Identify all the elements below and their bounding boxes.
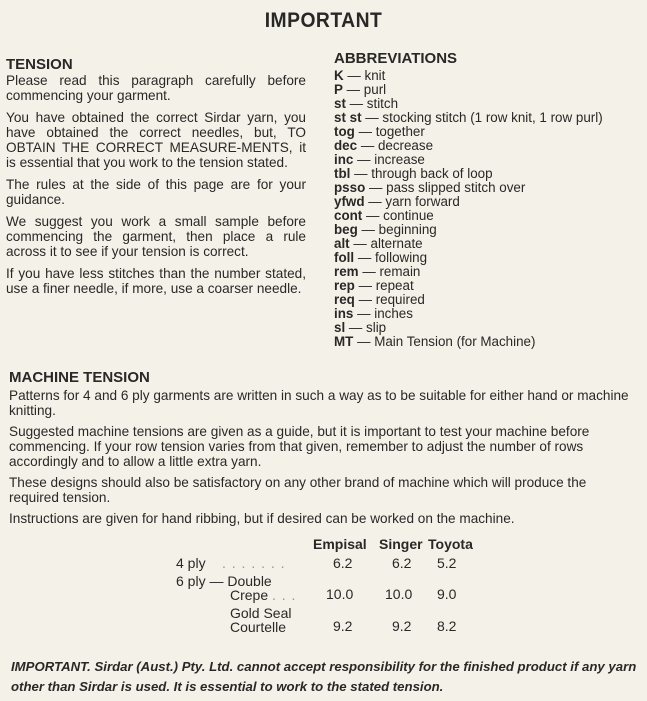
abbreviation-item <box>334 321 644 335</box>
abbreviation-item <box>334 251 644 265</box>
tension-paragraph: Please read this paragraph carefully before commencing your garment. <box>6 73 306 103</box>
table-cell: 9.0 <box>437 586 457 602</box>
machine-tension-heading: MACHINE TENSION <box>9 369 150 386</box>
abbreviation-meaning: together <box>375 124 425 139</box>
leader-dots: . . . . . . . <box>222 555 286 571</box>
table-cell: 10.0 <box>385 586 413 602</box>
abbreviation-meaning: yarn forward <box>385 194 460 209</box>
abbreviation-term: K <box>334 68 344 83</box>
footer-notice: IMPORTANT. Sirdar (Aust.) Pty. Ltd. cannot accept responsibility for the finished product if any yarn other than Sirdar is used. It is essential to work to the stated tension. <box>11 659 637 694</box>
machine-paragraph: Patterns for 4 and 6 ply garments are written in such a way as to be suitable for either hand or machine knitting. <box>9 388 629 418</box>
abbreviation-dash: — <box>354 166 368 181</box>
column-header: Toyota <box>428 536 473 552</box>
abbreviation-term: rep <box>334 278 355 293</box>
abbreviation-item <box>334 293 644 307</box>
table-cell: 9.2 <box>392 618 412 634</box>
table-cell: 6.2 <box>392 555 412 571</box>
machine-tension-section <box>9 369 639 532</box>
abbreviation-dash: — <box>369 180 383 195</box>
abbreviation-item <box>334 195 644 209</box>
abbreviation-meaning: continue <box>383 208 434 223</box>
abbreviation-dash: — <box>368 194 382 209</box>
tension-paragraph: The rules at the side of this page are for your guidance. <box>6 177 306 207</box>
column-header: Empisal <box>313 536 367 552</box>
tension-paragraph: We suggest you work a small sample before commencing the garment, then place a rule across it to see if your tension is correct. <box>6 214 306 259</box>
abbreviation-dash: — <box>357 250 372 265</box>
abbreviation-dash: — <box>365 110 379 125</box>
abbreviation-dash: — <box>358 124 372 139</box>
abbreviation-meaning: through back of loop <box>371 166 493 181</box>
machine-paragraph: These designs should also be satisfactory on any other brand of machine which will produce the required tension. <box>9 475 587 505</box>
abbreviation-item <box>334 335 644 349</box>
abbreviation-item <box>334 265 644 279</box>
table-cell: 8.2 <box>437 618 457 634</box>
abbreviation-dash: — <box>360 138 375 153</box>
abbreviation-meaning: Main Tension (for Machine) <box>374 334 536 349</box>
abbreviation-meaning: increase <box>374 152 425 167</box>
abbreviation-item <box>334 223 644 237</box>
abbreviation-meaning: purl <box>363 82 387 97</box>
row-label: Gold Seal <box>230 605 292 621</box>
table-cell: 6.2 <box>333 555 353 571</box>
abbreviation-item <box>334 209 644 223</box>
tension-paragraph: You have obtained the correct Sirdar yarn, you have obtained the correct needles, but, TO OBTAIN THE CORRECT MEASURE-MENTS, it is essential that you work to the tension stated. <box>6 110 306 170</box>
abbreviation-dash: — <box>348 320 363 335</box>
table-cell: 10.0 <box>326 586 354 602</box>
abbreviation-item <box>334 181 644 195</box>
abbreviation-term: cont <box>334 208 363 223</box>
abbreviation-meaning: knit <box>364 68 386 83</box>
abbreviation-term: rem <box>334 264 359 279</box>
abbreviation-term: tog <box>334 124 355 139</box>
abbreviation-item <box>334 125 644 139</box>
abbreviation-meaning: repeat <box>375 278 414 293</box>
abbreviation-term: tbl <box>334 166 351 181</box>
abbreviation-dash: — <box>362 264 376 279</box>
abbreviation-dash: — <box>349 96 364 111</box>
abbreviation-item <box>334 139 644 153</box>
row-label: 4 ply <box>176 555 206 571</box>
abbreviation-dash: — <box>358 292 372 307</box>
abbreviation-dash: — <box>357 152 371 167</box>
machine-paragraph: Instructions are given for hand ribbing, but if desired can be worked on the machine. <box>9 511 515 526</box>
abbreviation-meaning: required <box>375 292 425 307</box>
table-cell: 5.2 <box>437 555 457 571</box>
abbreviation-meaning: alternate <box>370 236 423 251</box>
abbreviation-term: st st <box>334 110 362 125</box>
column-header: Singer <box>379 536 423 552</box>
tension-heading: TENSION <box>6 56 73 73</box>
abbreviation-dash: — <box>358 278 372 293</box>
abbreviation-item <box>334 69 644 83</box>
abbreviation-meaning: beginning <box>378 222 437 237</box>
abbreviation-term: beg <box>334 222 358 237</box>
row-sublabel: Crepe <box>230 587 269 603</box>
abbreviation-dash: — <box>347 68 361 83</box>
abbreviation-meaning: inches <box>374 306 413 321</box>
tension-section <box>6 56 306 303</box>
abbreviation-meaning: decrease <box>377 138 434 153</box>
abbreviation-item <box>334 167 644 181</box>
abbreviation-item <box>334 279 644 293</box>
abbreviation-term: ins <box>334 306 354 321</box>
abbreviation-meaning: following <box>374 250 428 265</box>
abbreviation-term: alt <box>334 236 350 251</box>
abbreviation-meaning: pass slipped stitch over <box>386 180 526 195</box>
abbreviation-item <box>334 97 644 111</box>
abbreviation-item <box>334 111 644 125</box>
abbreviation-dash: — <box>366 208 380 223</box>
abbreviation-item <box>334 153 644 167</box>
abbreviation-dash: — <box>361 222 375 237</box>
table-cell: 9.2 <box>333 618 353 634</box>
abbreviation-item <box>334 237 644 251</box>
abbreviation-dash: — <box>357 334 371 349</box>
tension-paragraph: If you have less stitches than the number stated, use a finer needle, if more, use a coarser needle. <box>6 266 306 296</box>
abbreviation-meaning: remain <box>379 264 421 279</box>
abbreviation-term: yfwd <box>334 194 365 209</box>
abbreviation-term: sl <box>334 320 346 335</box>
abbreviation-meaning: stitch <box>366 96 399 111</box>
abbreviation-dash: — <box>353 236 367 251</box>
leader-dots: . . . <box>272 587 297 603</box>
row-label: 6 ply — Double <box>176 573 272 589</box>
abbreviation-term: foll <box>334 250 355 265</box>
row-sublabel: Courtelle <box>230 619 287 635</box>
abbreviation-term: req <box>334 292 355 307</box>
abbreviation-term: dec <box>334 138 358 153</box>
abbreviation-meaning: slip <box>366 320 387 335</box>
abbreviations-list <box>334 69 644 349</box>
abbreviations-section <box>334 50 644 349</box>
abbreviations-heading: ABBREVIATIONS <box>334 50 458 67</box>
machine-paragraph: Suggested machine tensions are given as a guide, but it is important to test your machine before commencing. If your row tension varies from that given, remember to adjust the number of rows accordingly and to allow a little extra yarn. <box>9 424 590 469</box>
abbreviation-dash: — <box>346 82 361 97</box>
abbreviation-term: inc <box>334 152 354 167</box>
page-title: IMPORTANT <box>264 9 383 32</box>
abbreviation-item <box>334 307 644 321</box>
abbreviation-term: MT <box>334 334 354 349</box>
abbreviation-term: P <box>334 82 343 97</box>
abbreviation-dash: — <box>357 306 371 321</box>
abbreviation-term: st <box>334 96 346 111</box>
abbreviation-term: psso <box>334 180 366 195</box>
abbreviation-meaning: stocking stitch (1 row knit, 1 row purl) <box>382 110 603 125</box>
abbreviation-item <box>334 83 644 97</box>
